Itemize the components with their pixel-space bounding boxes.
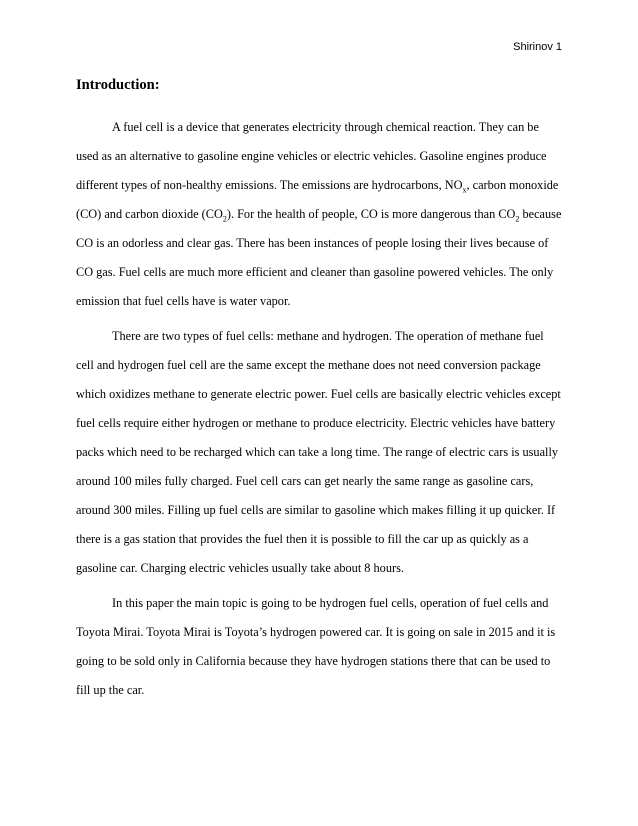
- paragraph-1-text-a: A fuel cell is a device that generates electricity through chemical reaction. They can be used as an alternative to gasoline engine vehicles or electric vehicles. Gasoline engines produce different types of non-healthy emissions. The emissions are hydrocarbons, NO: [76, 120, 547, 192]
- paragraph-1-text-c: ). For the health of people, CO is more dangerous than CO: [226, 207, 516, 221]
- paragraph-2: There are two types of fuel cells: methane and hydrogen. The operation of methane fuel cell and hydrogen fuel cell are the same except the methane does not need conversion package which oxidizes methane to generate electric power. Fuel cells are basically electric vehicles except fuel cells require either hydrogen or methane to produce electricity. Electric vehicles have battery packs which need to be recharged which can take a long time. The range of electric cars is usually around 100 miles fully charged. Fuel cell cars can get nearly the same range as gasoline cars, around 300 miles. Filling up fuel cells are similar to gasoline which makes filling it up quicker. If there is a gas station that provides the fuel then it is possible to fill the car up as quickly as a gasoline car. Charging electric vehicles usually take about 8 hours.: [76, 329, 561, 575]
- paragraph-3: In this paper the main topic is going to be hydrogen fuel cells, operation of fuel cells and Toyota Mirai. Toyota Mirai is Toyota’s hydrogen powered car. It is going on sale in 2015 and it is going to be sold only in California because they have hydrogen stations there that can be used to fill up the car.: [76, 596, 556, 697]
- co2-subscript-second: 2: [515, 214, 520, 224]
- co2-subscript: 2: [222, 214, 227, 224]
- paragraph-1-text-b: , carbon monoxide (CO) and carbon dioxide (CO: [76, 178, 559, 221]
- document-body: [76, 77, 564, 711]
- paragraph-1-text-d: because CO is an odorless and clear gas. There has been instances of people losing their lives because of CO gas. Fuel cells are much more efficient and cleaner than gasoline powered vehicles. The only emission that fuel cells have is water vapor.: [76, 207, 562, 308]
- header-author: Shirinov: [513, 41, 553, 53]
- paragraph-1: [76, 113, 564, 316]
- section-heading: Introduction:: [76, 77, 160, 93]
- nox-subscript: x: [462, 185, 467, 195]
- header-page-number: 1: [555, 41, 562, 53]
- running-header: [513, 40, 562, 54]
